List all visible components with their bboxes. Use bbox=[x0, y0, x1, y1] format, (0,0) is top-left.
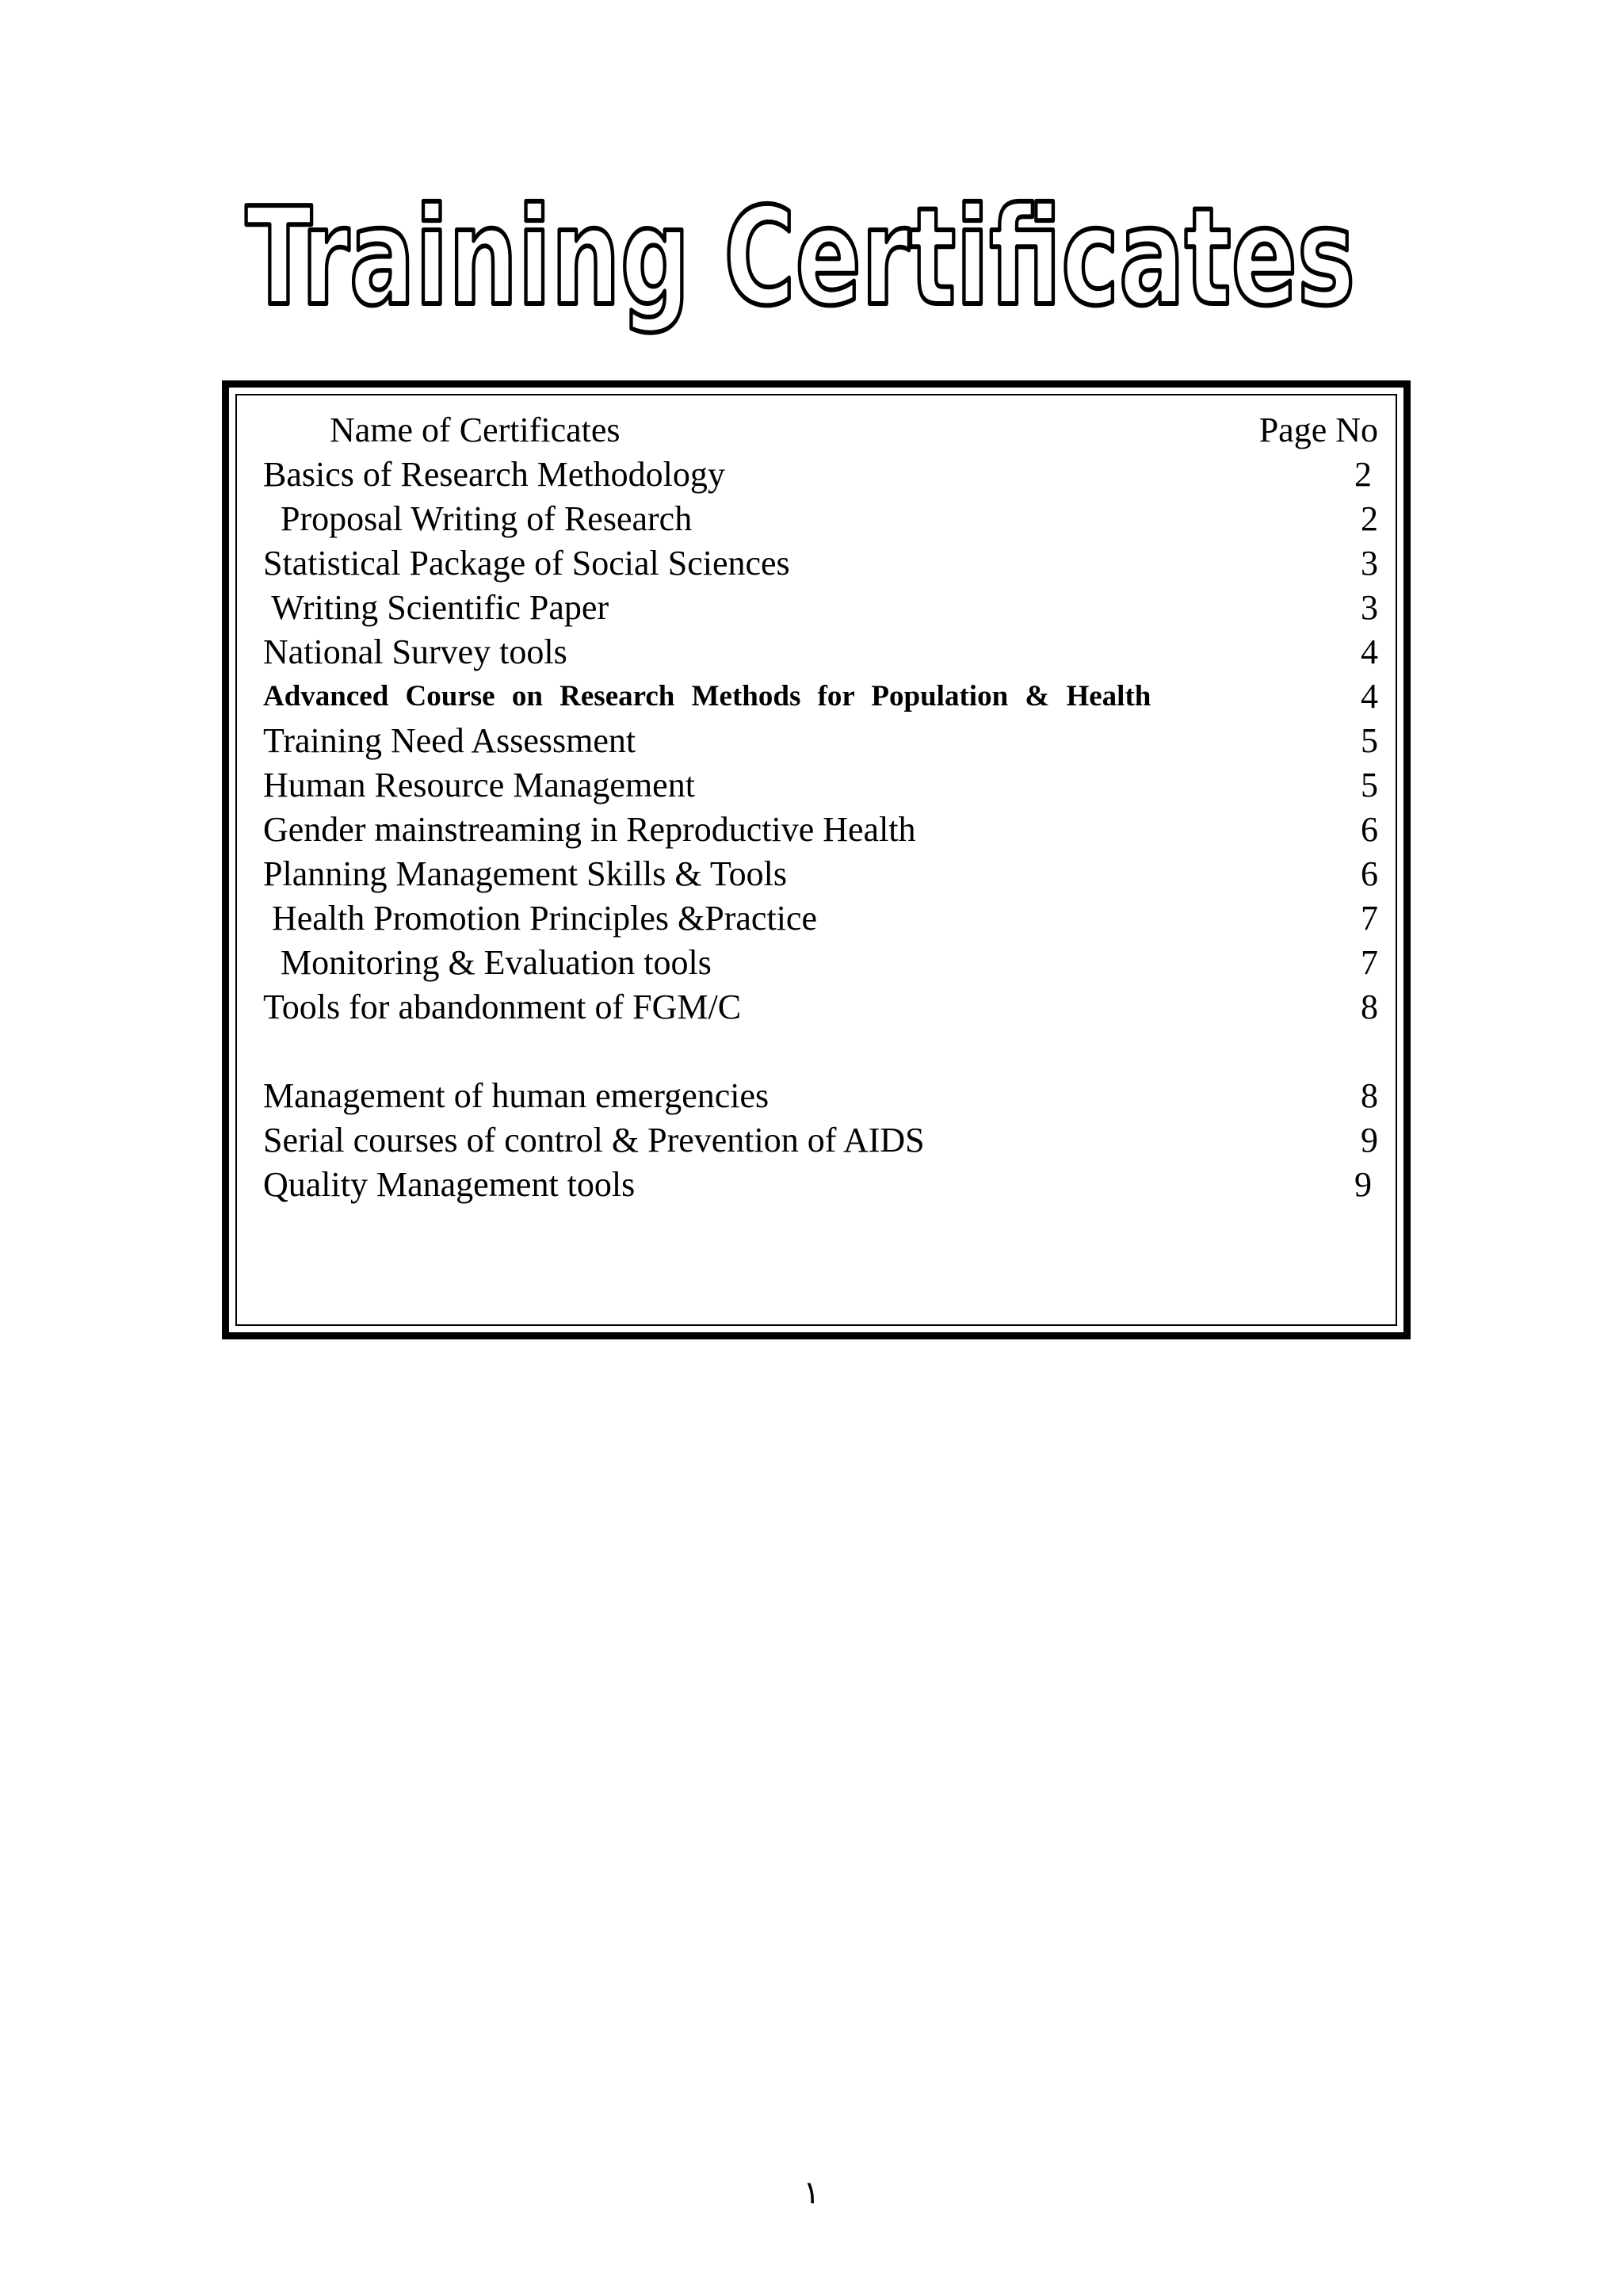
toc-header-row bbox=[237, 408, 1396, 453]
toc-row-title: Writing Scientific Paper bbox=[263, 588, 609, 627]
toc-row-page: 5 bbox=[1361, 721, 1378, 760]
toc-row-page: 4 bbox=[1361, 632, 1378, 671]
toc-row-page: 2 bbox=[1361, 499, 1378, 538]
toc-row-title: National Survey tools bbox=[263, 632, 567, 671]
toc-row bbox=[237, 497, 1396, 541]
toc-row-page: 7 bbox=[1361, 899, 1378, 938]
toc-row-page: 3 bbox=[1361, 588, 1378, 627]
toc-row-title: Planning Management Skills & Tools bbox=[263, 854, 787, 893]
toc-row bbox=[237, 852, 1396, 896]
toc-row-title: Tools for abandonment of FGM/C bbox=[263, 988, 742, 1026]
toc-row-page: 9 bbox=[1361, 1121, 1378, 1159]
toc-row bbox=[237, 763, 1396, 808]
toc-row-page: 7 bbox=[1361, 943, 1378, 982]
toc-row-title: Management of human emergencies bbox=[263, 1076, 769, 1115]
toc-row-title: Gender mainstreaming in Reproductive Health bbox=[263, 810, 916, 849]
toc-row-page: 8 bbox=[1361, 1076, 1378, 1115]
toc-table-frame bbox=[222, 380, 1411, 1339]
toc-row bbox=[237, 941, 1396, 985]
page-title bbox=[230, 181, 1371, 347]
toc-row bbox=[237, 1163, 1396, 1207]
toc-header-name: Name of Certificates bbox=[330, 411, 621, 449]
toc-row-title: Monitoring & Evaluation tools bbox=[263, 943, 712, 982]
page-number: ١ bbox=[803, 2175, 820, 2211]
toc-row-title: Statistical Package of Social Sciences bbox=[263, 544, 790, 583]
toc-row-title: Human Resource Management bbox=[263, 766, 695, 804]
page-title-outline-text bbox=[230, 181, 1371, 347]
toc-row-page: 6 bbox=[1361, 810, 1378, 849]
toc-table bbox=[235, 394, 1397, 1326]
toc-row-title: Serial courses of control & Prevention of AIDS bbox=[263, 1121, 925, 1159]
toc-row-page: 8 bbox=[1361, 988, 1378, 1026]
toc-row bbox=[237, 541, 1396, 586]
toc-row-title: Proposal Writing of Research bbox=[263, 499, 693, 538]
toc-row-page: 6 bbox=[1361, 854, 1378, 893]
toc-row-title: Quality Management tools bbox=[263, 1165, 636, 1204]
toc-row bbox=[237, 1074, 1396, 1118]
toc-row-page: 4 bbox=[1361, 677, 1378, 716]
toc-row bbox=[237, 630, 1396, 674]
toc-row bbox=[237, 808, 1396, 852]
toc-row bbox=[237, 453, 1396, 497]
toc-row bbox=[237, 985, 1396, 1030]
toc-row-title: Advanced Course on Research Methods for Population & Health bbox=[263, 680, 1151, 712]
toc-row bbox=[237, 586, 1396, 630]
toc-row-title: Training Need Assessment bbox=[263, 721, 636, 760]
page-title-text: Training Certificates bbox=[246, 181, 1355, 336]
toc-row bbox=[237, 674, 1396, 719]
toc-row-page: 5 bbox=[1361, 766, 1378, 804]
toc-row-title: Health Promotion Principles &Practice bbox=[263, 899, 817, 938]
toc-row-page: 9 bbox=[1354, 1165, 1372, 1204]
toc-row bbox=[237, 719, 1396, 763]
toc-row bbox=[237, 1118, 1396, 1163]
toc-row-title: Basics of Research Methodology bbox=[263, 455, 725, 494]
toc-row-page: 3 bbox=[1361, 544, 1378, 583]
toc-row-page: 2 bbox=[1354, 455, 1372, 494]
toc-row bbox=[237, 896, 1396, 941]
toc-header-page: Page No bbox=[1258, 411, 1378, 449]
